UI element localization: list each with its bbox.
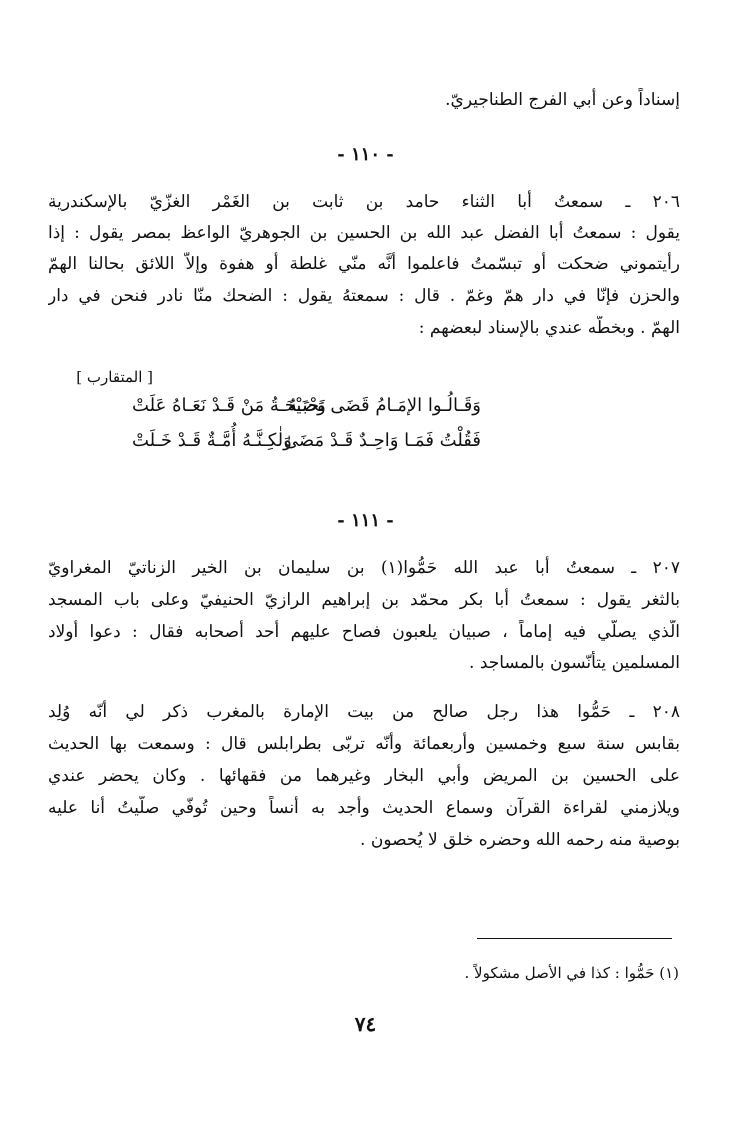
entry-207-line: الّذي يصلّي فيه إماماً ، صبيان يلعبون فصاح عليهم أحد أصحابه فقال : دعوا أولاد [48,622,680,642]
footnote-divider [477,938,672,939]
entry-208-line: بوصية منه رحمه الله وحضره خلق لا يُحصون . [360,830,680,850]
opening-line: إسناداً وعن أبي الفرج الطناجيريّ. [445,90,680,110]
entry-208-line: ٢٠٨ ـ حَمُّوا هذا رجل صالح من بيت الإمارة بالمغرب ذكر لي أنّه وُلِد [48,702,680,722]
poetic-meter-label: [ المتقارب ] [76,368,153,386]
entry-206-line: يقول : سمعتُ أبا الفضل عبد الله بن الحسين بن الجوهريّ الواعظ بمصر يقول : إذا [48,223,680,243]
entry-208-line: على الحسين بن المريض وأبي البخار وغيرهما من فقهائها . وكان يحضر عندي [48,766,680,786]
verse-2-first-hemistich: فَقُلْتُ فَمَـا وَاحِـدٌ قَـدْ مَضَىٰ [283,430,481,451]
entry-208-line: بقابس سنة سبع وخمسين وأربعمائة وأنّه تربّى بطرابلس قال : وسمعت بها الحديث [48,734,680,754]
entry-207-line: بالثغر يقول : سمعتُ أبا بكر محمّد بن إبراهيم الرازيّ الحنيفيّ وعلى باب المسجد [48,590,680,610]
section-number-110: - ١١٠ - [337,144,394,165]
entry-206-line: الهمّ . وبخطّه عندي بالإسناد لبعضهم : [418,318,680,338]
page-number: ٧٤ [354,1012,377,1036]
section-number-111: - ١١١ - [337,510,394,531]
entry-206-line: ٢٠٦ ـ سمعتُ أبا الثناء حامد بن ثابت بن الغَمْر الغزّيّ بالإسكندرية [48,192,680,212]
entry-207-line: ٢٠٧ ـ سمعتُ أبا عبد الله حَمُّوا(١) بن سليمان بن الخير الزناتيّ المغراويّ [48,558,680,578]
footnote: (١) حَمُّوا : كذا في الأصل مشكولاً . [464,964,679,982]
entry-208-line: ويلازمني لقراءة القرآن وسماع الحديث وأجد به أنساً وحين تُوفّي صلّيتُ أنا عليه [48,798,680,818]
entry-206-line: والحزن فإنّا في دار همّ وغمّ . قال : سمعتهُ يقول : الضحك منّا نادر فنحن في دار [48,286,680,306]
verse-1-first-hemistich: وَقَـالُـوا الإمَـامُ قَضَى نَحْبَـهُ [287,395,481,416]
verse-2-second-hemistich: وَلٰكِـنَّـهُ أُمَّـةٌ قَـدْ خَـلَتْ [132,430,292,451]
verse-1-second-hemistich: وَصَيْحَـةُ مَنْ قَـدْ نَعَـاهُ عَلَتْ [132,395,326,416]
entry-207-line: المسلمين يتأنّسون بالمساجد . [469,653,680,673]
entry-206-line: رأيتموني ضحكت أو تبسّمتُ فاعلموا أنَّه منّي غلطة أو هفوة وإلاَّ اللائق بحالنا الهمّ [48,254,680,274]
